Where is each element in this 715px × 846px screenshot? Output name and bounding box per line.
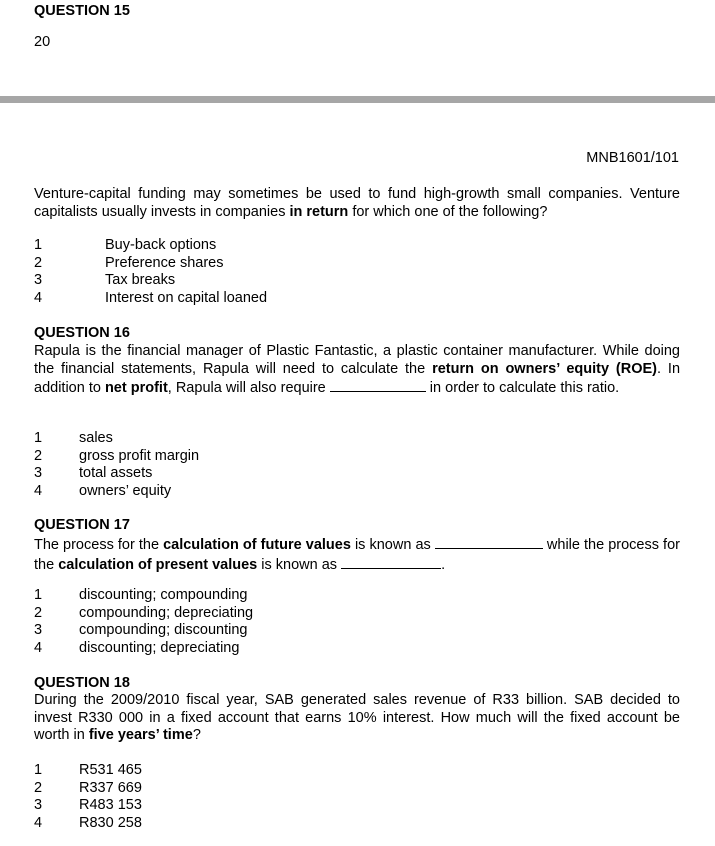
question-15-answer: 20 bbox=[34, 34, 51, 50]
bold-span: calculation of present values bbox=[58, 556, 258, 573]
text-span: ? bbox=[192, 727, 201, 743]
option-number: 2 bbox=[34, 254, 43, 271]
option-row bbox=[34, 622, 253, 640]
answer-blank bbox=[341, 555, 441, 569]
option-label: R337 669 bbox=[79, 779, 142, 796]
option-label: compounding; depreciating bbox=[79, 604, 254, 621]
text-span: During the 2009/2010 fiscal year, SAB generated sales revenue of R33 billion. SAB decided to invest R330 000 in a fixed account that earns 10% interest. How much will the fixed account be worth in bbox=[34, 692, 680, 743]
option-number: 1 bbox=[34, 587, 43, 603]
bold-span: five years’ time bbox=[88, 727, 193, 743]
option-number: 2 bbox=[34, 447, 43, 464]
text-span: while the process for the bbox=[34, 537, 680, 573]
option-number: 4 bbox=[34, 639, 43, 656]
option-row bbox=[34, 797, 142, 815]
text-span: in order to calculate this ratio. bbox=[425, 380, 620, 396]
option-number: 3 bbox=[34, 622, 43, 638]
text-span: Rapula is the financial manager of Plastic Fantastic, a plastic container manufacturer. While doing the financial statements, Rapula will need to calculate the bbox=[34, 343, 680, 377]
option-number: 3 bbox=[34, 272, 43, 288]
text-span: . In addition to bbox=[34, 360, 681, 396]
option-row bbox=[34, 587, 253, 605]
option-row bbox=[34, 605, 253, 623]
option-label: Tax breaks bbox=[105, 272, 176, 288]
option-number: 1 bbox=[34, 430, 43, 446]
bold-span: calculation of future values bbox=[163, 537, 351, 553]
question-18-options bbox=[34, 762, 142, 832]
page-divider bbox=[0, 96, 715, 103]
bold-span: return on owners’ equity (ROE) bbox=[432, 360, 657, 377]
option-number: 4 bbox=[34, 814, 43, 831]
option-number: 1 bbox=[34, 762, 43, 778]
module-code: MNB1601/101 bbox=[586, 150, 679, 166]
option-number: 4 bbox=[34, 482, 43, 499]
option-number: 4 bbox=[34, 289, 43, 306]
option-label: compounding; discounting bbox=[79, 622, 248, 638]
option-row bbox=[34, 465, 199, 483]
option-row bbox=[34, 430, 199, 448]
option-row bbox=[34, 780, 142, 798]
option-label: R830 258 bbox=[79, 814, 142, 831]
option-row bbox=[34, 640, 253, 658]
option-row bbox=[34, 448, 199, 466]
option-row bbox=[34, 483, 199, 501]
option-label: discounting; compounding bbox=[79, 587, 248, 603]
option-label: Preference shares bbox=[105, 254, 224, 271]
option-row bbox=[34, 815, 142, 833]
text-span: . bbox=[441, 556, 446, 573]
option-row bbox=[34, 272, 267, 290]
option-number: 3 bbox=[34, 465, 43, 481]
answer-blank bbox=[330, 378, 426, 392]
venture-options bbox=[34, 237, 267, 307]
text-span: is known as bbox=[350, 537, 435, 553]
text-span: The process for the bbox=[34, 537, 164, 553]
option-label: owners’ equity bbox=[79, 482, 172, 499]
option-row bbox=[34, 290, 267, 308]
option-row bbox=[34, 237, 267, 255]
option-number: 2 bbox=[34, 779, 43, 796]
question-18-heading: QUESTION 18 bbox=[34, 675, 130, 691]
question-15-heading: QUESTION 15 bbox=[34, 3, 130, 19]
question-16-text bbox=[34, 343, 680, 398]
bold-span: net profit bbox=[104, 380, 168, 396]
venture-question-text bbox=[34, 186, 680, 221]
option-label: R483 153 bbox=[79, 797, 142, 813]
option-number: 1 bbox=[34, 237, 43, 253]
question-17-options bbox=[34, 587, 253, 657]
question-16-heading: QUESTION 16 bbox=[34, 325, 130, 341]
text-span: , Rapula will also require bbox=[167, 380, 330, 396]
option-row bbox=[34, 762, 142, 780]
option-number: 3 bbox=[34, 797, 43, 813]
option-label: gross profit margin bbox=[79, 447, 200, 464]
option-label: sales bbox=[79, 430, 113, 446]
option-label: discounting; depreciating bbox=[79, 639, 240, 656]
question-17-text bbox=[34, 535, 680, 574]
question-18-text bbox=[34, 692, 680, 745]
option-label: Interest on capital loaned bbox=[105, 289, 268, 306]
option-label: total assets bbox=[79, 465, 153, 481]
text-span: Venture-capital funding may sometimes be used to fund high-growth small companies. Venture capitalists usually invests in companies bbox=[34, 186, 680, 220]
option-row bbox=[34, 255, 267, 273]
answer-blank bbox=[435, 535, 543, 549]
question-16-options bbox=[34, 430, 199, 500]
text-span: is known as bbox=[257, 556, 342, 573]
bold-span: in return bbox=[289, 203, 349, 220]
question-17-heading: QUESTION 17 bbox=[34, 517, 130, 533]
option-label: R531 465 bbox=[79, 762, 142, 778]
text-span: for which one of the following? bbox=[348, 203, 548, 220]
option-label: Buy-back options bbox=[105, 237, 217, 253]
option-number: 2 bbox=[34, 604, 43, 621]
